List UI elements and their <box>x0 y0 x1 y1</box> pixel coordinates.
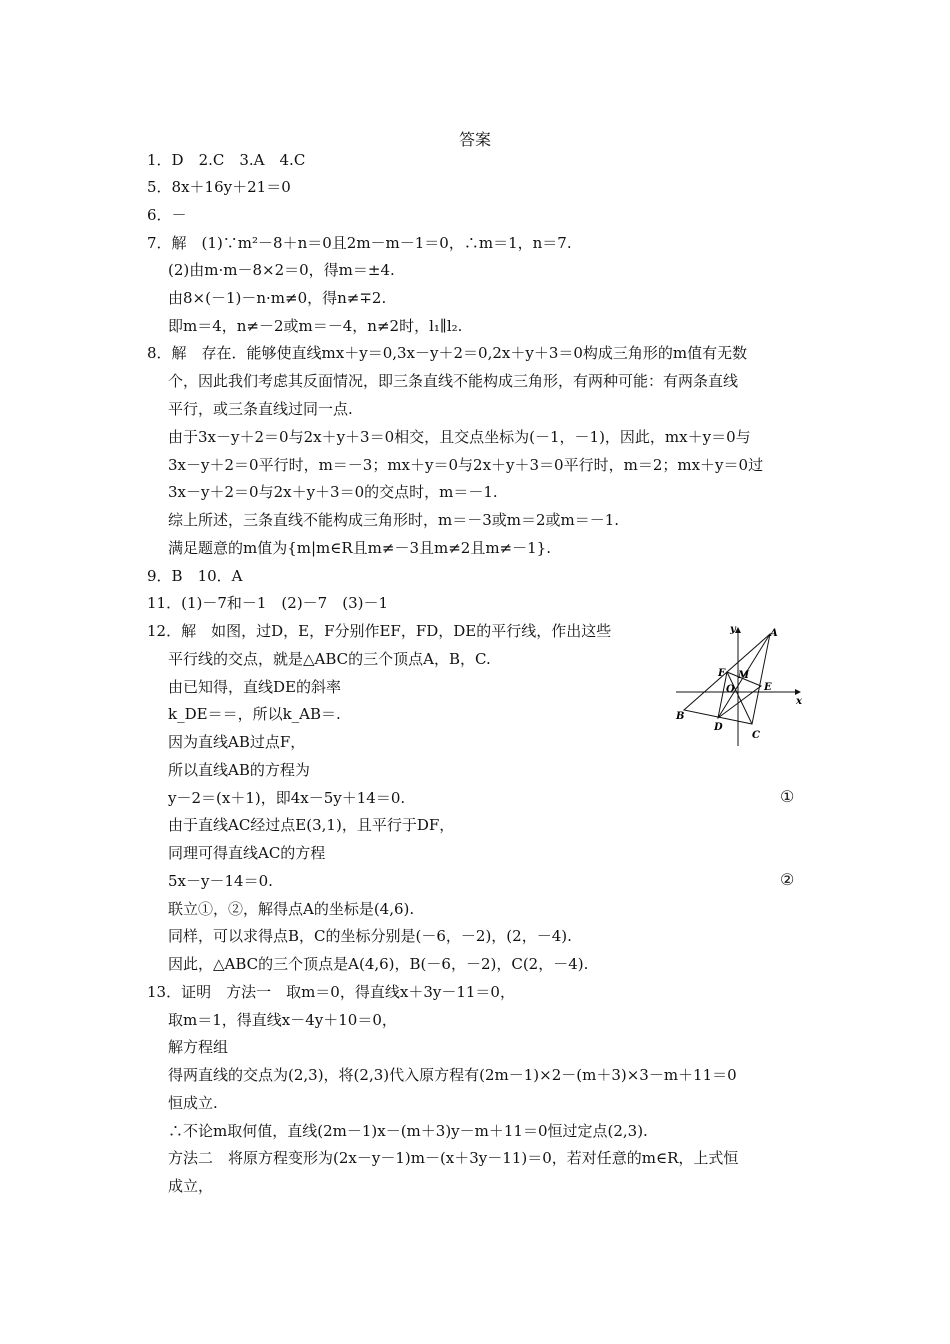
label-o: O <box>726 684 735 695</box>
text-line: 由8×(－1)－n·m≠0，得n≠∓2. <box>168 289 387 307</box>
text-line: 5x－y－14＝0. <box>168 872 273 890</box>
label-b: B <box>676 711 685 722</box>
text-line: 3x－y＋2＝0平行时，m＝－3；mx＋y＝0与2x＋y＋3＝0平行时，m＝2；mx＋y＝0过 <box>168 456 764 474</box>
text-line: 同理可得直线AC的方程 <box>168 844 326 862</box>
text-line: 成立， <box>168 1177 214 1195</box>
text-line: 所以直线AB的方程为 <box>168 761 310 779</box>
label-axis-y: y <box>730 624 736 635</box>
text-line: 13．证明 方法一 取m＝0，得直线x＋3y－11＝0， <box>147 983 515 1001</box>
text-line: 解方程组 <box>168 1038 229 1056</box>
label-axis-x: x <box>796 696 802 707</box>
text-line: 由已知得，直线DE的斜率 <box>168 678 341 696</box>
equation-marker: ② <box>780 870 795 889</box>
text-line: 取m＝1，得直线x－4y＋10＝0， <box>168 1011 397 1029</box>
label-c: C <box>752 730 760 741</box>
text-line: 平行，或三条直线过同一点. <box>168 400 353 418</box>
text-line: 综上所述，三条直线不能构成三角形时，m＝－3或m＝2或m＝－1. <box>168 511 620 529</box>
text-line: 即m＝4，n≠－2或m＝－4，n≠2时，l₁∥l₂. <box>168 317 463 335</box>
text-line: k_DE＝＝，所以k_AB＝. <box>168 705 341 723</box>
text-line: ∴不论m取何值，直线(2m－1)x－(m＋3)y－m＋11＝0恒过定点(2,3). <box>168 1122 648 1140</box>
text-line: 5．8x＋16y＋21＝0 <box>147 178 291 196</box>
text-line: 满足题意的m值为{m|m∈R且m≠－3且m≠2且m≠－1}. <box>168 539 551 557</box>
text-line: 因为直线AB过点F， <box>168 733 306 751</box>
text-line: 联立①，②，解得点A的坐标是(4,6). <box>168 900 415 918</box>
text-line: 个，因此我们考虑其反面情况，即三条直线不能构成三角形，有两种可能：有两条直线 <box>168 372 739 390</box>
text-line: 由于直线AC经过点E(3,1)，且平行于DF， <box>168 816 455 834</box>
text-line: 6．－ <box>147 206 187 224</box>
label-d: D <box>714 722 723 733</box>
text-line: 恒成立. <box>168 1094 218 1112</box>
text-line: 9．B 10．A <box>147 567 243 585</box>
text-line: (2)由m·m－8×2＝0，得m＝±4. <box>168 261 395 279</box>
text-line: y－2＝(x＋1)，即4x－5y＋14＝0. <box>168 789 406 807</box>
geometry-figure <box>672 622 808 748</box>
text-line: 同样，可以求得点B，C的坐标分别是(－6，－2)，(2，－4). <box>168 927 572 945</box>
triangle-abc <box>684 634 770 724</box>
page-title: 答案 <box>458 130 491 149</box>
text-line: 8．解 存在．能够使直线mx＋y＝0,3x－y＋2＝0,2x＋y＋3＝0构成三角形的m值有无数 <box>147 344 748 362</box>
label-a: A <box>770 628 778 639</box>
label-e: E <box>764 682 772 693</box>
text-line: 11．(1)－7和－1 (2)－7 (3)－1 <box>147 594 389 612</box>
text-line: 方法二 将原方程变形为(2x－y－1)m－(x＋3y－11)＝0，若对任意的m∈R，上式恒 <box>168 1149 739 1167</box>
text-line: 得两直线的交点为(2,3)，将(2,3)代入原方程有(2m－1)×2－(m＋3)×3－m＋11＝0 <box>168 1066 737 1084</box>
text-line: 因此，△ABC的三个顶点是A(4,6)，B(－6，－2)，C(2，－4). <box>168 955 589 973</box>
equation-marker: ① <box>780 787 795 806</box>
text-line: 1．D 2.C 3.A 4.C <box>147 151 306 169</box>
text-line: 3x－y＋2＝0与2x＋y＋3＝0的交点时，m＝－1. <box>168 483 498 501</box>
text-line: 由于3x－y＋2＝0与2x＋y＋3＝0相交，且交点坐标为(－1，－1)，因此，mx＋y＝0与 <box>168 428 751 446</box>
label-m: M <box>738 670 750 681</box>
text-line: 12．解 如图，过D，E，F分别作EF，FD，DE的平行线，作出这些 <box>147 622 612 640</box>
text-line: 平行线的交点，就是△ABC的三个顶点A，B，C. <box>168 650 491 668</box>
text-line: 7．解 (1)∵m²－8＋n＝0且2m－m－1＝0，∴m＝1，n＝7. <box>147 234 572 252</box>
label-f: F <box>718 668 726 679</box>
